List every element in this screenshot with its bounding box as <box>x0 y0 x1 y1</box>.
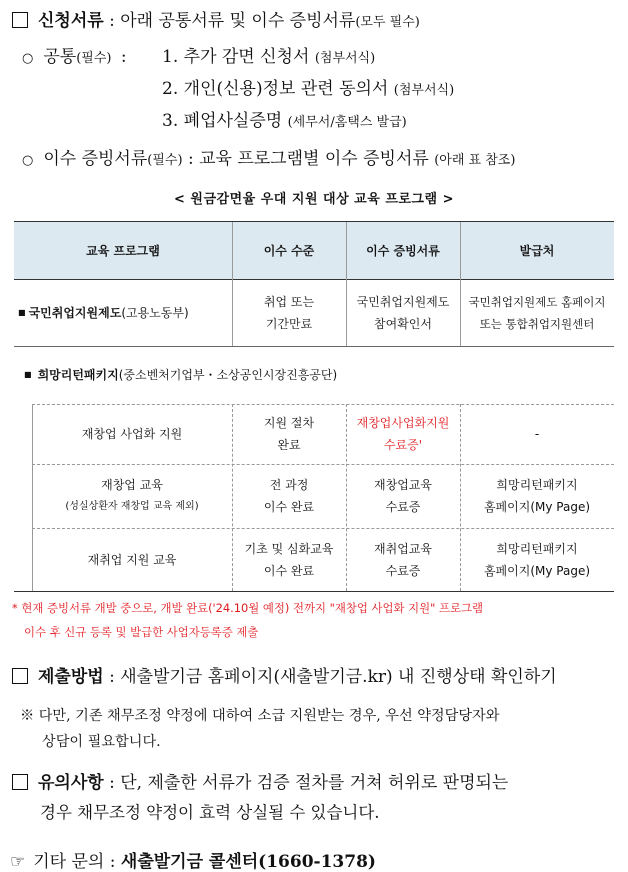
col-divider <box>232 222 233 346</box>
sub-row-1-issuer <box>460 404 614 464</box>
docs-desc: : 아래 공통서류 및 이수 증빙서류 <box>109 11 356 31</box>
sub-proof-line: 수료증 <box>385 500 421 514</box>
sub-issuer-line: 홈페이지(My Page) <box>483 563 591 578</box>
sub-row-1-level <box>232 404 346 464</box>
row1-issuer <box>460 279 614 346</box>
circle-bullet-icon: ○ <box>22 153 34 168</box>
caution-line-1: : 단, 제출한 서류가 검증 절차를 거쳐 허위로 판명되는 <box>109 773 509 793</box>
table-caption: < 원금감면율 우대 지원 대상 교육 프로그램 > <box>174 192 454 207</box>
circle-bullet-icon: ○ <box>22 51 34 66</box>
sub-row-2-program <box>32 464 232 528</box>
col-divider <box>460 404 461 591</box>
row1-level <box>232 279 346 346</box>
checkbox-square-icon <box>12 668 28 684</box>
contact-row <box>10 847 376 872</box>
row1-program: ■ 국민취업지원제도 (고용노동부) <box>18 279 232 346</box>
sub-issuer-line: 희망리턴패키지 <box>496 478 578 492</box>
header-level: 이수 수준 <box>263 243 315 258</box>
row1-level-line: 취업 또는 <box>263 294 315 309</box>
doc-item-text: 개인(신용)정보 관련 동의서 <box>183 79 389 99</box>
common-docs-row <box>22 42 127 67</box>
sub-issuer-line: - <box>534 427 540 441</box>
doc-item-num: 2. <box>162 79 179 99</box>
sub-program-line: (성실상환자 재창업 교육 제외) <box>65 501 199 512</box>
sub-row-1-proof <box>346 404 460 464</box>
proof-req: (필수) <box>147 153 183 168</box>
sub-level-line: 이수 완료 <box>263 563 315 578</box>
submit-heading <box>12 662 557 687</box>
doc-item-note: (첨부서식) <box>393 83 455 98</box>
submit-note-2: 상담이 필요합니다. <box>42 734 161 750</box>
row-divider <box>14 346 614 347</box>
sub-issuer-line: 홈페이지(My Page) <box>483 500 591 514</box>
sub-program-line: 재창업 사업화 지원 <box>81 427 183 441</box>
doc-item-num: 1. <box>162 47 179 67</box>
sub-proof-line: 재창업사업화지원 <box>356 416 450 430</box>
docs-heading <box>12 6 420 31</box>
sub-proof-line: 재취업교육 <box>374 541 432 556</box>
sub-program-line: 재취업 지원 교육 <box>87 552 177 567</box>
common-label: 공통 <box>43 47 77 67</box>
doc-item-1 <box>162 42 375 67</box>
row1-program-org: (고용노동부) <box>121 305 189 320</box>
caution-line-2: 경우 채무조정 약정이 효력 상실될 수 있습니다. <box>40 803 380 822</box>
doc-item-text: 폐업사실증명 <box>183 111 283 131</box>
caution-title: 유의사항 <box>38 773 104 793</box>
header-proof: 이수 증빙서류 <box>366 243 440 258</box>
doc-item-2 <box>162 74 454 99</box>
footnote-line-2: 이수 후 신규 등록 및 발급한 사업자등록증 제출 <box>24 625 259 639</box>
row1-level-line: 기간만료 <box>265 316 313 331</box>
sub-level-line: 전 과정 <box>269 478 309 492</box>
proof-note: (아래 표 참조) <box>434 153 516 168</box>
caution-heading <box>12 768 508 793</box>
docs-title: 신청서류 <box>38 11 104 31</box>
row-divider <box>32 404 614 405</box>
row1-proof-line: 국민취업지원제도 <box>356 294 450 309</box>
col-divider <box>346 222 347 346</box>
col-divider <box>460 222 461 346</box>
contact-label: 기타 문의 : <box>33 852 116 872</box>
sub-row-3-issuer <box>460 528 614 591</box>
proof-text: : 교육 프로그램별 이수 증빙서류 <box>187 149 429 169</box>
header-issuer: 발급처 <box>519 243 555 258</box>
indent-divider <box>32 404 33 591</box>
row1-proof-line: 참여확인서 <box>374 316 432 331</box>
section-program-org: (중소벤처기업부・소상공인시장진흥공단) <box>118 368 338 382</box>
submit-note-1: ※ 다만, 기존 채무조정 약정에 대하여 소급 지원받는 경우, 우선 약정담당자와 <box>20 708 500 724</box>
sub-level-line: 이수 완료 <box>263 500 315 514</box>
sub-level-line: 완료 <box>277 438 301 452</box>
doc-item-text: 추가 감면 신청서 <box>183 47 310 67</box>
sub-row-3-level <box>232 528 346 591</box>
row1-issuer-line: 국민취업지원제도 홈페이지 <box>468 294 606 309</box>
section-program-name: 희망리턴패키지 <box>37 368 119 382</box>
doc-item-3 <box>162 106 407 131</box>
proof-docs-row <box>22 144 515 169</box>
sub-row-1-program <box>32 404 232 464</box>
header-program: 교육 프로그램 <box>86 243 160 258</box>
row1-proof <box>346 279 460 346</box>
doc-item-note: (첨부서식) <box>314 51 376 66</box>
common-req: (필수) <box>76 51 112 66</box>
pointing-hand-icon: ☞ <box>10 852 26 872</box>
sub-row-2-issuer <box>460 464 614 528</box>
sub-row-3-program <box>32 528 232 591</box>
row1-issuer-line: 또는 통합취업지원센터 <box>479 316 595 331</box>
sub-level-line: 기초 및 심화교육 <box>244 541 334 556</box>
sub-level-line: 지원 절차 <box>263 416 315 430</box>
sub-proof-line: 수료증' <box>383 438 423 452</box>
doc-item-note: (세무서/홈택스 발급) <box>287 115 407 130</box>
sub-row-2-level <box>232 464 346 528</box>
submit-text: : 새출발기금 홈페이지(새출발기금.kr) 내 진행상태 확인하기 <box>109 667 557 687</box>
program-table <box>14 221 614 592</box>
submit-title: 제출방법 <box>38 667 104 687</box>
row-divider <box>32 528 614 529</box>
footnote-line-1: * 현재 증빙서류 개발 중으로, 개발 완료('24.10월 예정) 전까지 "재창업 사업화 지원" 프로그램 <box>12 601 483 615</box>
sub-row-3-proof <box>346 528 460 591</box>
checkbox-square-icon <box>12 774 28 790</box>
section-row: ■ 희망리턴패키지 (중소벤처기업부・소상공인시장진흥공단) <box>24 346 614 404</box>
sub-row-2-proof <box>346 464 460 528</box>
sub-proof-line: 재창업교육 <box>374 478 432 492</box>
sub-issuer-line: 희망리턴패키지 <box>496 541 578 556</box>
row-divider <box>32 464 614 465</box>
col-divider <box>232 404 233 591</box>
checkbox-square-icon <box>12 12 28 28</box>
common-colon: : <box>120 47 127 67</box>
contact-text: 새출발기금 콜센터(1660-1378) <box>120 852 376 872</box>
docs-note: (모두 필수) <box>355 15 420 30</box>
row1-program-name: 국민취업지원제도 <box>28 305 122 320</box>
sub-proof-line: 수료증 <box>385 563 421 578</box>
col-divider <box>346 404 347 591</box>
proof-label: 이수 증빙서류 <box>43 149 148 169</box>
sub-program-line: 재창업 교육 <box>101 478 163 492</box>
doc-item-num: 3. <box>162 111 179 131</box>
